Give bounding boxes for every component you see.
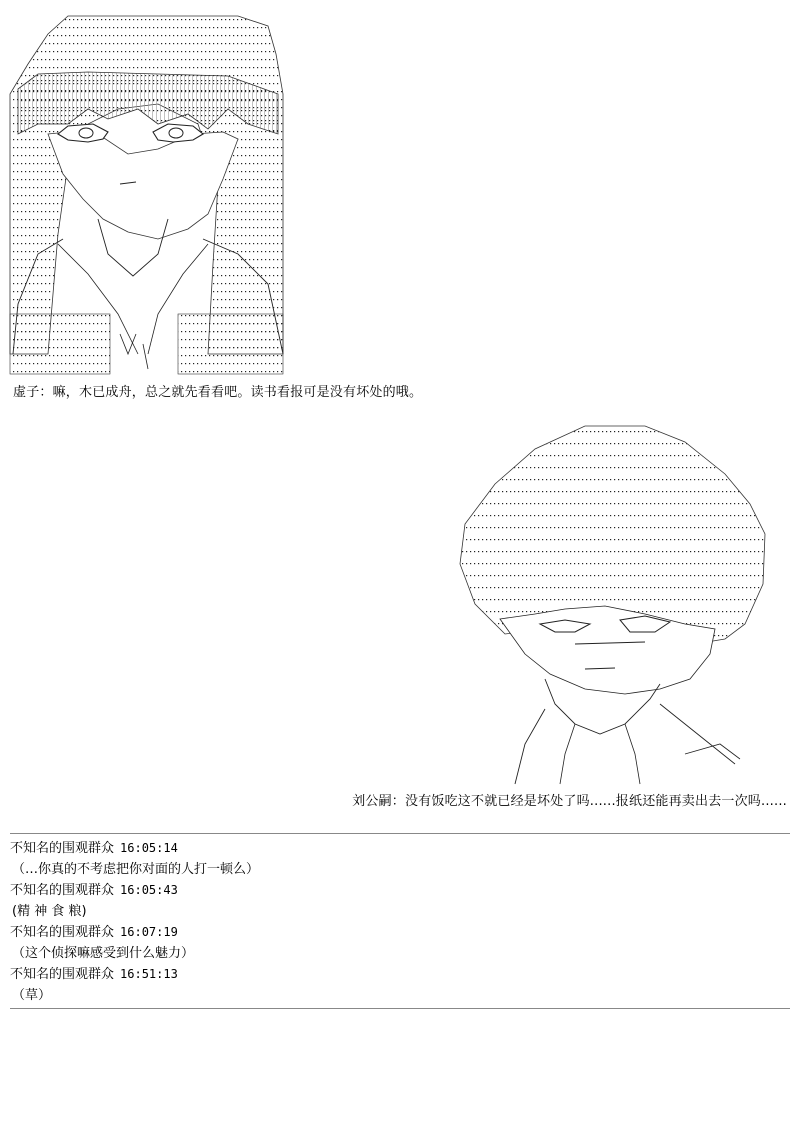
comment-user: 不知名的围观群众 bbox=[10, 925, 115, 940]
comment-text: （…你真的不考虑把你对面的人打一顿么） bbox=[12, 862, 260, 877]
comment-timestamp: 16:05:14 bbox=[120, 841, 178, 855]
dialogue-line-xuzi: 虚子：嘛，木已成舟，总之就先看看吧。读书看报可是没有坏处的哦。 bbox=[13, 385, 423, 400]
comment-thread bbox=[10, 833, 790, 1009]
dialogue-line-liugongsi: 刘公嗣：没有饭吃这不就已经是坏处了吗......报纸还能再卖出去一次吗...... bbox=[352, 794, 787, 809]
comment-timestamp: 16:07:19 bbox=[120, 925, 178, 939]
boy-art-drawing bbox=[445, 424, 775, 786]
comment-user: 不知名的围观群众 bbox=[10, 883, 115, 898]
character-art-girl bbox=[8, 14, 293, 378]
comment-header bbox=[10, 880, 790, 901]
comment-text: (精 神 食 粮) bbox=[12, 904, 87, 919]
comment-text: （草） bbox=[12, 988, 52, 1003]
comment-header bbox=[10, 838, 790, 859]
comment-text: （这个侦探嘛感受到什么魅力） bbox=[12, 946, 195, 961]
comment-user: 不知名的围观群众 bbox=[10, 841, 115, 856]
comment-header bbox=[10, 922, 790, 943]
character-art-boy bbox=[445, 424, 775, 786]
comment-timestamp: 16:05:43 bbox=[120, 883, 178, 897]
comment-header bbox=[10, 964, 790, 985]
comment-user: 不知名的围观群众 bbox=[10, 967, 115, 982]
girl-art-drawing bbox=[8, 14, 293, 378]
comment-timestamp: 16:51:13 bbox=[120, 967, 178, 981]
